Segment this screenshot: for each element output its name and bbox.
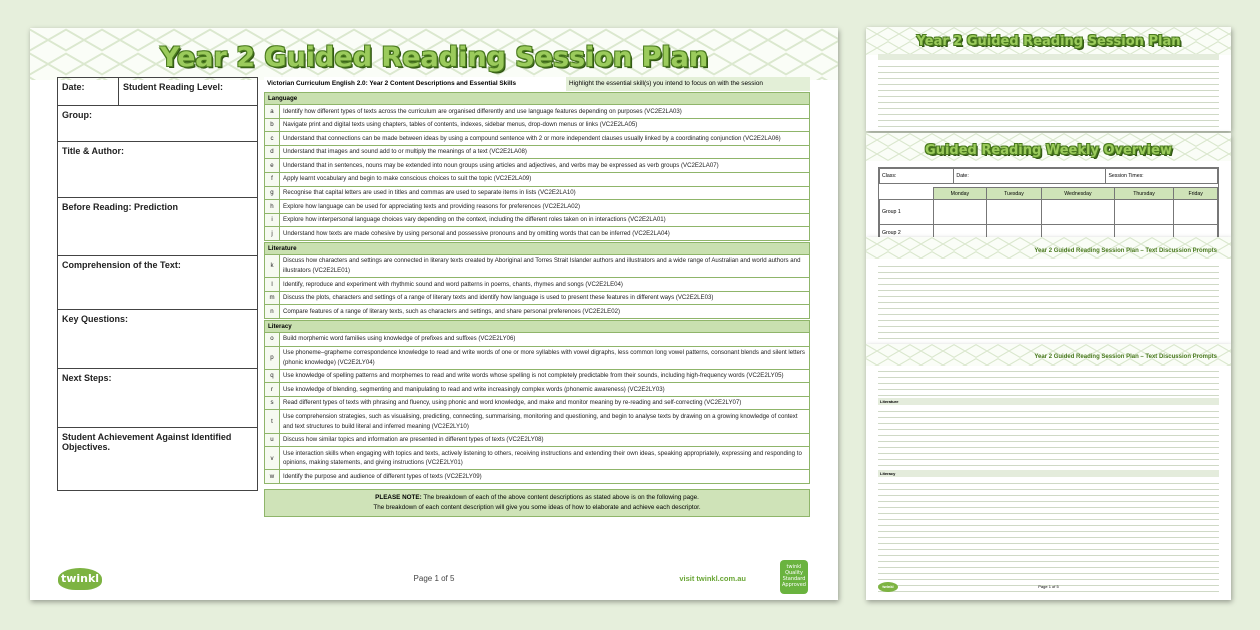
preview-row-lines xyxy=(878,261,1219,344)
page-number: Page 1 of 5 xyxy=(413,574,455,583)
skill-row-b[interactable] xyxy=(264,119,810,133)
skill-row-p[interactable] xyxy=(264,347,810,370)
main-document-page xyxy=(30,28,838,600)
skill-letter: t xyxy=(265,410,280,432)
skill-letter: k xyxy=(265,255,280,277)
website-link[interactable]: visit twinkl.com.au xyxy=(679,574,746,583)
day-friday: Friday xyxy=(1174,188,1218,200)
page-title: Year 2 Guided Reading Session Plan xyxy=(159,42,709,73)
skill-description: Use knowledge of spelling patterns and morphemes to read and write words whose spelling is not completely predictable from their sounds, including high-frequency words (VC2E2LY05) xyxy=(283,372,784,380)
page-footer xyxy=(30,556,838,600)
group-2-label: Group 2 xyxy=(880,225,934,238)
skill-letter: v xyxy=(265,447,280,469)
skill-description: Use phoneme–grapheme correspondence knowledge to read and write words of one or more syllables with vowel digraphs, less common long vowel patterns, consonant blends and silent letters (phonic knowledge) (VC2E2LY04) xyxy=(283,349,805,366)
skill-row-e[interactable] xyxy=(264,159,810,173)
skill-row-v[interactable] xyxy=(264,447,810,470)
skill-description: Understand that connections can be made between ideas by using a compound sentence with 2 or more independent clauses usually linked by a coordinating conjunction (VC2E2LA06) xyxy=(283,134,781,142)
skill-description: Explore how interpersonal language choices vary depending on the context, including the different roles taken on in interactions (VC2E2LA01) xyxy=(283,216,666,224)
day-thursday: Thursday xyxy=(1114,188,1174,200)
skill-letter: o xyxy=(265,333,280,346)
skill-letter: n xyxy=(265,305,280,318)
skill-description: Discuss the plots, characters and settings of a range of literary texts and identify how language is used to present these features in different ways (VC2E2LE03) xyxy=(283,294,714,302)
preview-title: Guided Reading Weekly Overview xyxy=(925,143,1172,158)
note-line-1: The breakdown of each of the above content descriptions as stated above is on the following page. xyxy=(423,494,699,502)
preview-row-lines-mid xyxy=(878,406,1219,472)
skill-letter: h xyxy=(265,200,280,213)
skill-row-m[interactable] xyxy=(264,292,810,306)
literature-heading: Literature xyxy=(878,398,1219,405)
skill-description: Use knowledge of blending, segmenting and manipulating to read and write increasingly complex words (phonemic awareness) (VC2E2LY03) xyxy=(283,385,665,393)
class-label: Class: xyxy=(880,169,954,184)
skill-description: Identify the purpose and audience of different types of texts (VC2E2LY09) xyxy=(283,472,482,480)
skill-description: Build morphemic word families using knowledge of prefixes and suffixes (VC2E2LY06) xyxy=(283,335,516,343)
next-steps-field: Next Steps: xyxy=(58,369,257,428)
skill-letter: q xyxy=(265,370,280,383)
skill-description: Identify how different types of texts across the curriculum are organised differently and use language features depending on purposes (VC2E2LA03) xyxy=(283,107,682,115)
curriculum-header-title: Victorian Curriculum English 2.0: Year 2 Content Descriptions and Essential Skills xyxy=(264,77,566,91)
preview-title: Year 2 Guided Reading Session Plan – Text Discussion Prompts xyxy=(1034,354,1217,360)
skill-description: Navigate print and digital texts using chapters, tables of contents, indexes, sidebar menus, drop-down menus or links (VC2E2LA05) xyxy=(283,121,638,129)
skill-description: Compare features of a range of literary texts, such as characters and settings, and share personal preferences (VC2E2LE02) xyxy=(283,307,621,315)
quality-badge: twinkl Quality Standard Approved xyxy=(780,560,808,594)
preview-page-session-plan xyxy=(866,27,1231,131)
preview-row-lines xyxy=(878,61,1219,131)
day-wednesday: Wednesday xyxy=(1042,188,1114,200)
preview-page-weekly-overview xyxy=(866,133,1231,237)
skill-row-d[interactable] xyxy=(264,146,810,160)
skill-description: Discuss how similar topics and information are presented in different types of texts (VC2E2LY08) xyxy=(283,436,544,444)
skill-description: Explore how language can be used for appreciating texts and providing reasons for preferences (VC2E2LA02) xyxy=(283,202,581,210)
preview-page-discussion-prompts xyxy=(866,237,1231,344)
literacy-heading: Literacy xyxy=(878,470,1219,477)
skill-letter: g xyxy=(265,187,280,200)
date-label: Date: xyxy=(954,169,1106,184)
comprehension-field: Comprehension of the Text: xyxy=(58,256,257,310)
skill-row-j[interactable] xyxy=(264,227,810,241)
weekly-overview-table xyxy=(878,167,1219,237)
session-times-label: Session Times: xyxy=(1106,169,1218,184)
skill-letter: w xyxy=(265,470,280,483)
day-monday: Monday xyxy=(934,188,987,200)
skill-row-h[interactable] xyxy=(264,200,810,214)
skill-letter: u xyxy=(265,434,280,447)
skill-row-f[interactable] xyxy=(264,173,810,187)
skill-letter: l xyxy=(265,278,280,291)
curriculum-header-instruction: Highlight the essential skill(s) you intend to focus on with the session xyxy=(566,77,810,91)
skill-row-i[interactable] xyxy=(264,214,810,228)
preview-footer xyxy=(878,582,1219,594)
skill-row-k[interactable] xyxy=(264,255,810,278)
note-label: PLEASE NOTE: xyxy=(375,494,422,502)
preview-row-lines-top xyxy=(878,366,1219,402)
skill-letter: r xyxy=(265,383,280,396)
preview-title: Year 2 Guided Reading Session Plan xyxy=(916,34,1181,49)
skill-letter: f xyxy=(265,173,280,186)
curriculum-sections xyxy=(264,92,810,484)
day-tuesday: Tuesday xyxy=(986,188,1041,200)
key-questions-field: Key Questions: xyxy=(58,310,257,369)
skill-description: Understand that in sentences, nouns may be extended into noun groups using articles and adjectives, and verbs may be expressed as verb groups (VC2E2LA07) xyxy=(283,161,719,169)
skill-letter: d xyxy=(265,146,280,159)
skill-row-u[interactable] xyxy=(264,434,810,448)
skill-letter: i xyxy=(265,214,280,227)
twinkl-logo: twinkl xyxy=(58,568,102,590)
skill-row-t[interactable] xyxy=(264,410,810,433)
skill-row-n[interactable] xyxy=(264,305,810,319)
skill-letter: p xyxy=(265,347,280,369)
skill-row-q[interactable] xyxy=(264,370,810,384)
please-note-box xyxy=(264,489,810,517)
skill-description: Understand that images and sound add to or multiply the meanings of a text (VC2E2LA08) xyxy=(283,148,527,156)
skill-description: Discuss how characters and settings are connected in literary texts created by Aboriginal and Torres Strait Islander authors and illustrators and a wide range of Australian and world authors and illustrators (VC2E2LE01) xyxy=(283,257,801,275)
skill-letter: b xyxy=(265,119,280,132)
preview-header-bar xyxy=(878,54,1219,60)
skill-row-o[interactable] xyxy=(264,333,810,347)
skill-letter: j xyxy=(265,227,280,240)
skill-description: Read different types of texts with phrasing and fluency, using phonic and word knowledge, and make and monitor meaning by re-reading and self-correcting (VC2E2LY07) xyxy=(283,399,742,407)
skill-description: Use interaction skills when engaging with topics and texts, actively listening to others, receiving instructions and extending their own ideas, speaking appropriately, expressing and responding to opinions, making statements, and giving instructions (VC2E2LY01) xyxy=(283,449,802,467)
twinkl-logo: twinkl xyxy=(878,582,898,592)
skill-row-s[interactable] xyxy=(264,397,810,411)
curriculum-header xyxy=(264,77,810,91)
section-heading: Language xyxy=(264,92,810,105)
skill-row-r[interactable] xyxy=(264,383,810,397)
section-heading: Literature xyxy=(264,242,810,255)
skill-description: Recognise that capital letters are used in titles and commas are used to separate items in lists (VC2E2LA10) xyxy=(283,189,576,197)
preview-page-number: Page 1 of 5 xyxy=(1038,584,1059,589)
curriculum-table xyxy=(264,77,810,517)
skill-row-g[interactable] xyxy=(264,187,810,201)
skill-letter: c xyxy=(265,132,280,145)
skill-row-a[interactable] xyxy=(264,105,810,119)
skill-description: Use comprehension strategies, such as visualising, predicting, connecting, summarising, monitoring and questioning, and begin to analyse texts by drawing on a growing knowledge of context and text structures to build literal and inferred meaning (VC2E2LY10) xyxy=(283,412,798,430)
reading-level-label: Student Reading Level: xyxy=(123,82,224,92)
skill-row-w[interactable] xyxy=(264,470,810,484)
skill-letter: s xyxy=(265,397,280,410)
title-author-field: Title & Author: xyxy=(58,142,257,198)
date-label: Date: xyxy=(58,78,119,105)
skill-row-c[interactable] xyxy=(264,132,810,146)
before-reading-field: Before Reading: Prediction xyxy=(58,198,257,256)
session-details-column xyxy=(57,77,258,491)
skill-description: Identify, reproduce and experiment with rhythmic sound and word patterns in poems, chants, rhymes and songs (VC2E2LE04) xyxy=(283,280,623,288)
date-level-row xyxy=(58,78,257,106)
preview-row-lines-bottom xyxy=(878,478,1219,592)
group-1-label: Group 1 xyxy=(880,200,934,225)
skill-row-l[interactable] xyxy=(264,278,810,292)
achievement-field: Student Achievement Against Identified Objectives. xyxy=(62,432,232,452)
skill-description: Apply learnt vocabulary and begin to make conscious choices to suit the topic (VC2E2LA09) xyxy=(283,175,532,183)
section-heading: Literacy xyxy=(264,320,810,333)
skill-letter: m xyxy=(265,292,280,305)
group-field: Group: xyxy=(58,106,257,142)
note-line-2: The breakdown of each content description will give you some ideas of how to elaborate and achieve each descriptor. xyxy=(373,504,701,512)
skill-description: Understand how texts are made cohesive by using personal and possessive pronouns and by omitting words that can be inferred (VC2E2LA04) xyxy=(283,229,670,237)
preview-title: Year 2 Guided Reading Session Plan – Text Discussion Prompts xyxy=(1034,248,1217,254)
skill-letter: e xyxy=(265,159,280,172)
preview-page-discussion-prompts-full xyxy=(866,344,1231,600)
skill-letter: a xyxy=(265,105,280,118)
